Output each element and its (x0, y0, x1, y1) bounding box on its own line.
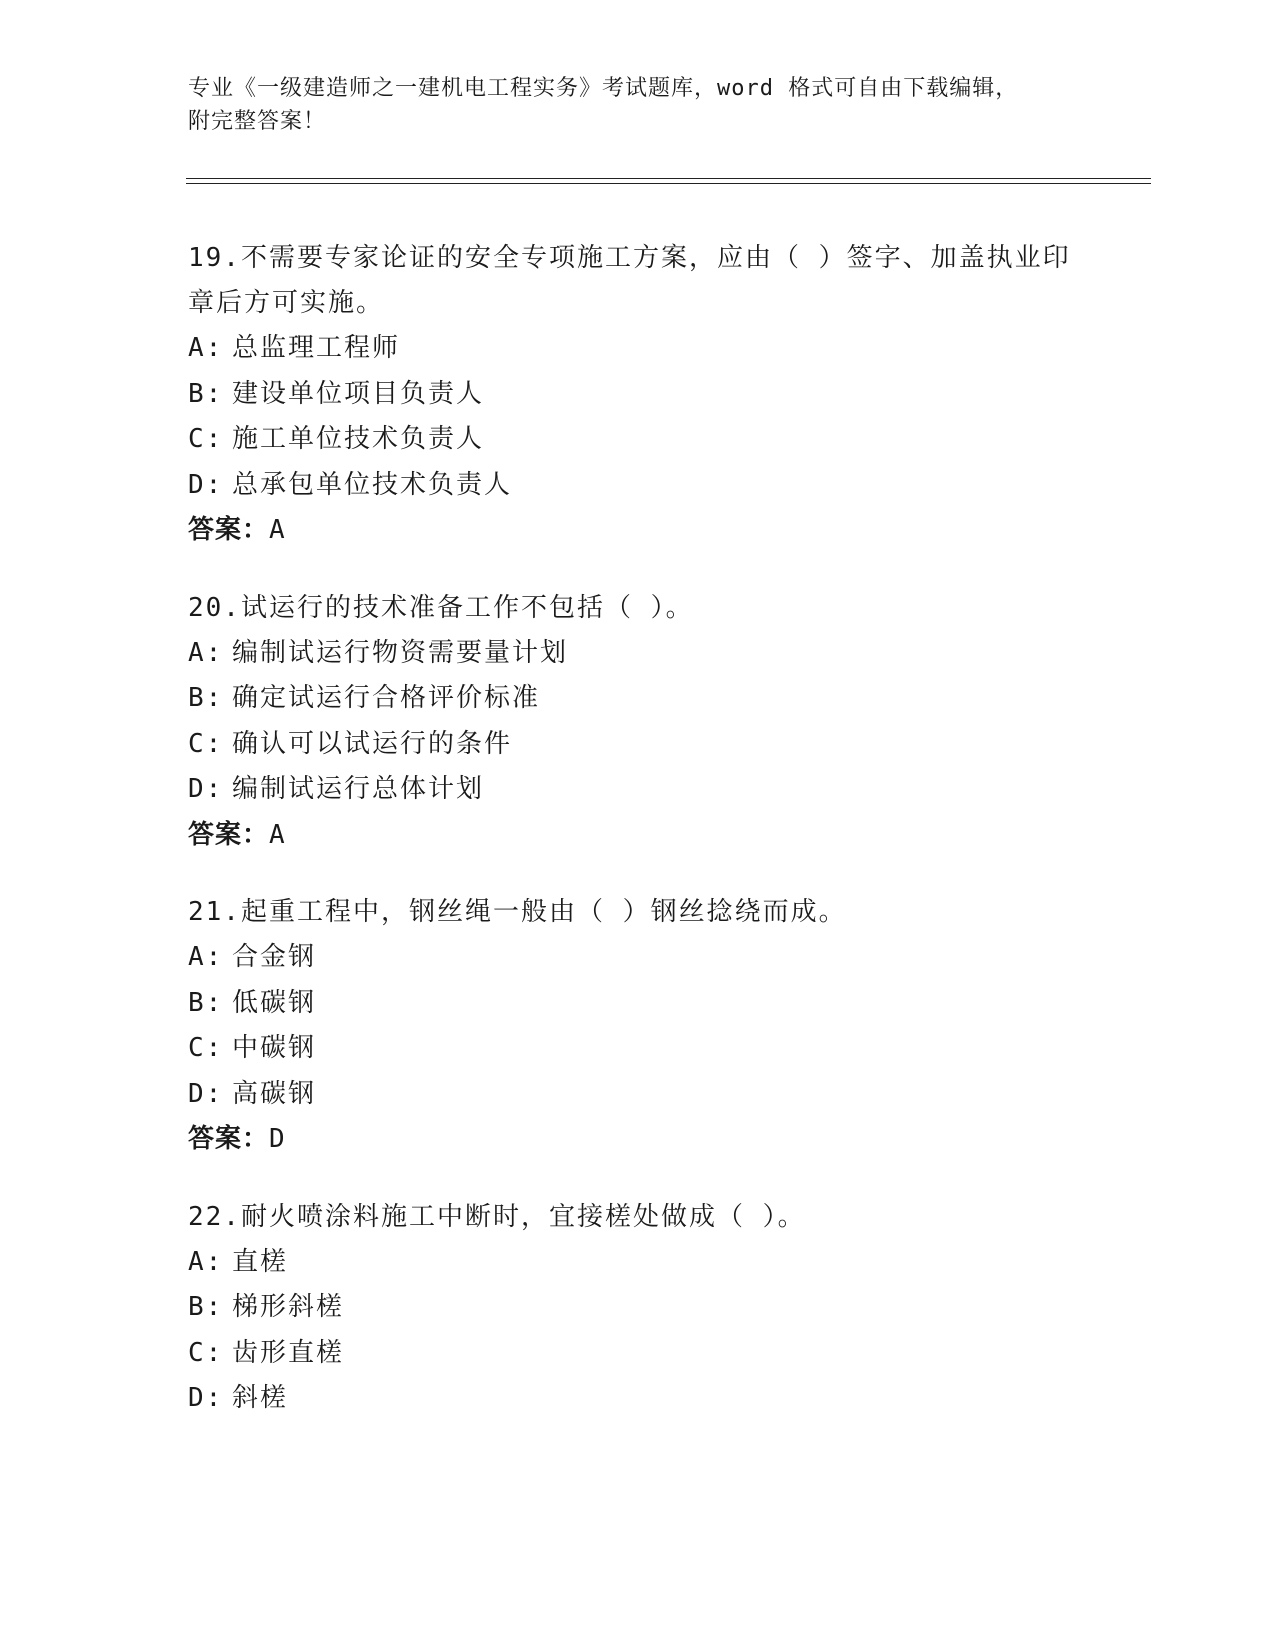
option-text: 低碳钢 (232, 987, 317, 1018)
option-letter: C: (188, 424, 224, 454)
answer-line (188, 1117, 1088, 1163)
option-text: 施工单位技术负责人 (232, 424, 485, 454)
option-d (188, 1072, 1088, 1118)
question-stem: 20.试运行的技术准备工作不包括（ ）。 (188, 592, 694, 623)
option-text: 确认可以试运行的条件 (232, 728, 513, 759)
option-text: 建设单位项目负责人 (232, 378, 485, 409)
question-19 (188, 236, 1088, 554)
option-letter: C: (188, 1337, 224, 1368)
header-divider-bottom (186, 183, 1151, 184)
option-text: 中碳钢 (232, 1033, 317, 1063)
option-a (188, 935, 1088, 981)
question-20 (188, 586, 1088, 859)
option-letter: B: (188, 683, 224, 713)
answer-line (188, 813, 1088, 859)
document-header (188, 72, 1088, 138)
option-c (188, 722, 1088, 768)
option-letter: C: (188, 1033, 224, 1063)
option-c (188, 417, 1088, 463)
option-letter: D: (188, 774, 224, 804)
option-a (188, 1240, 1088, 1286)
option-letter: B: (188, 987, 224, 1018)
header-line-1: 专业《一级建造师之一建机电工程实务》考试题库，word 格式可自由下载编辑， (188, 76, 1019, 101)
option-b (188, 981, 1088, 1027)
question-list (188, 236, 1088, 1454)
question-22 (188, 1195, 1088, 1422)
option-letter: C: (188, 728, 224, 759)
option-letter: D: (188, 1383, 224, 1413)
option-text: 高碳钢 (232, 1078, 317, 1109)
option-letter: D: (188, 1078, 224, 1109)
option-letter: A: (188, 942, 224, 972)
option-letter: A: (188, 333, 224, 363)
option-b (188, 372, 1088, 418)
answer-label: 答案： (188, 1124, 270, 1154)
option-b (188, 1285, 1088, 1331)
option-letter: B: (188, 1292, 224, 1322)
answer-line (188, 508, 1088, 554)
answer-label: 答案： (188, 819, 270, 850)
question-stem: 19.不需要专家论证的安全专项施工方案，应由（ ）签字、加盖执业印章后方可实施。 (188, 243, 1071, 318)
option-a (188, 326, 1088, 372)
option-text: 总监理工程师 (232, 333, 401, 363)
option-a (188, 631, 1088, 677)
option-c (188, 1331, 1088, 1377)
option-text: 总承包单位技术负责人 (232, 469, 513, 500)
option-d (188, 767, 1088, 813)
option-text: 梯形斜槎 (232, 1292, 345, 1322)
option-text: 合金钢 (232, 942, 317, 972)
answer-value: A (269, 819, 286, 850)
answer-value: D (269, 1124, 286, 1154)
option-text: 齿形直槎 (232, 1337, 345, 1368)
header-divider-top (186, 178, 1151, 179)
option-letter: B: (188, 378, 224, 409)
option-c (188, 1026, 1088, 1072)
question-21 (188, 890, 1088, 1163)
option-text: 编制试运行物资需要量计划 (232, 637, 569, 668)
option-d (188, 463, 1088, 509)
option-d (188, 1376, 1088, 1422)
option-letter: A: (188, 637, 224, 668)
option-text: 直槎 (232, 1246, 289, 1277)
option-text: 确定试运行合格评价标准 (232, 683, 541, 713)
answer-label: 答案： (188, 515, 270, 545)
header-line-2: 附完整答案！ (188, 109, 327, 134)
option-b (188, 676, 1088, 722)
option-text: 斜槎 (232, 1383, 289, 1413)
question-stem: 22.耐火喷涂料施工中断时，宜接槎处做成（ ）。 (188, 1201, 806, 1232)
question-stem: 21.起重工程中，钢丝绳一般由（ ）钢丝捻绕而成。 (188, 897, 847, 927)
answer-value: A (269, 515, 286, 545)
option-letter: D: (188, 469, 224, 500)
option-text: 编制试运行总体计划 (232, 774, 485, 804)
option-letter: A: (188, 1246, 224, 1277)
